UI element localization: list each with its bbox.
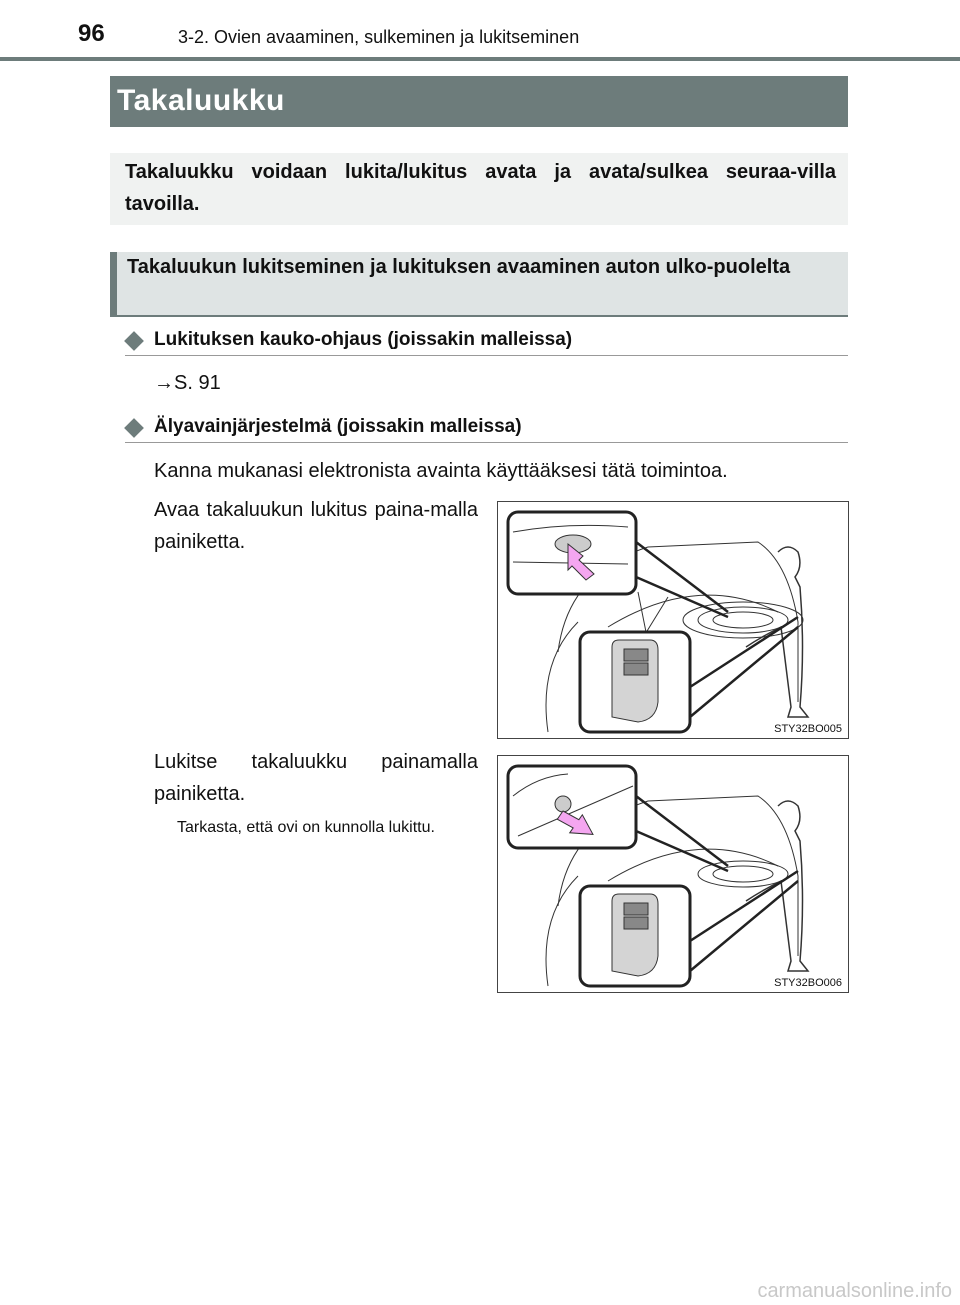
chapter-title: 3-2. Ovien avaaminen, sulkeminen ja lukitseminen <box>178 27 580 47</box>
item-heading-text: Älyavainjärjestelmä (joissakin malleissa) <box>154 416 522 437</box>
step-1-text: Avaa takaluukun lukitus paina-malla painiketta. <box>154 499 478 553</box>
page-reference[interactable]: →S. 91 <box>154 372 221 394</box>
step-2-note: Tarkasta, että ovi on kunnolla lukittu. <box>177 819 435 836</box>
illustration-lock <box>498 756 848 992</box>
diamond-icon <box>124 418 144 438</box>
item-heading-smartkey <box>125 418 848 443</box>
step-2-text: Lukitse takaluukku painamalla painiketta. <box>154 751 478 805</box>
subheading-box <box>110 252 848 317</box>
item-heading-remote <box>125 331 848 356</box>
page-number: 96 <box>78 20 105 47</box>
illustration-unlock <box>498 502 848 738</box>
figure-unlock <box>497 501 849 739</box>
item-heading-text: Lukituksen kauko-ohjaus (joissakin malleissa) <box>154 329 573 350</box>
intro-box <box>110 153 848 225</box>
watermark: carmanualsonline.info <box>757 1280 952 1302</box>
figure-code: STY32BO006 <box>774 977 842 989</box>
section-title: Takaluukku <box>117 84 285 117</box>
diamond-icon <box>124 331 144 351</box>
intro-text: Takaluukku voidaan lukita/lukitus avata ja avata/sulkea seuraa-villa tavoilla. <box>125 161 836 215</box>
subheading-bar <box>110 252 117 317</box>
figure-code: STY32BO005 <box>774 723 842 735</box>
figure-lock <box>497 755 849 993</box>
section-title-bar <box>110 76 848 127</box>
subheading-text: Takaluukun lukitseminen ja lukituksen avaaminen auton ulko-puolelta <box>127 256 791 278</box>
smartkey-text: Kanna mukanasi elektronista avainta käyttääksesi tätä toimintoa. <box>154 460 728 482</box>
header-rule <box>0 57 960 61</box>
